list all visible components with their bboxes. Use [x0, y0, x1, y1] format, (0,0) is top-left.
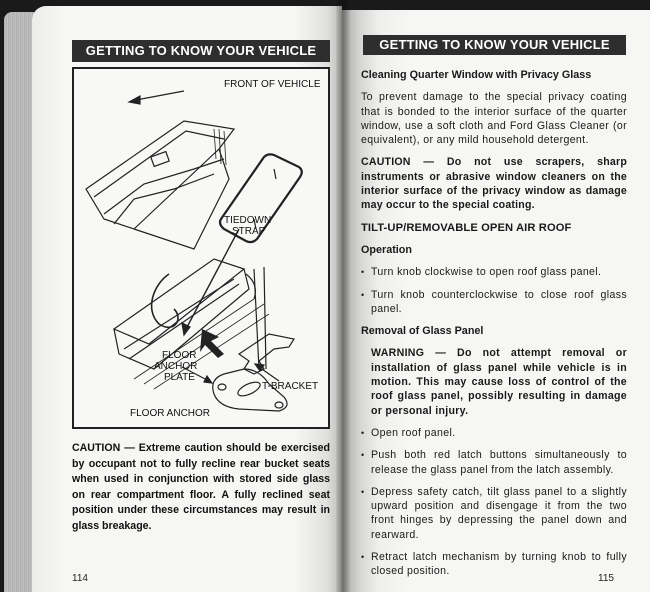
list-item-text: Open roof panel.	[371, 426, 456, 439]
label-floor-anchor: FLOOR ANCHOR	[130, 408, 211, 419]
left-caution-text: CAUTION — Extreme caution should be exercised by occupant not to fully recline rear bucket seats when used in conjunction with stored side glass on rear compartment floor. A fully reclined seat position under these circumstances may result in glass breakage.	[72, 442, 330, 532]
storage-diagram-drawing	[74, 69, 328, 427]
list-item-text: Push both red latch buttons simultaneously to release the glass panel from the latch assembly.	[371, 449, 627, 476]
label-floor: FLOOR	[162, 350, 197, 361]
list-item	[361, 265, 627, 279]
page-number-left: 114	[72, 573, 88, 584]
removal-warning: WARNING — Do not attempt removal or installation of glass panel while vehicle is in motion. This may cause loss of control of the roof glass panel, possibly resulting in damage or personal injury.	[371, 347, 627, 417]
right-page-header: GETTING TO KNOW YOUR VEHICLE	[363, 35, 626, 55]
list-item	[361, 550, 627, 579]
right-page-content	[361, 68, 627, 587]
subsection-title-removal: Removal of Glass Panel	[361, 325, 484, 338]
list-item	[361, 485, 627, 542]
book-spine	[336, 0, 350, 592]
list-item-text: Retract latch mechanism by turning knob to fully closed position.	[371, 551, 627, 578]
subsection-title-operation: Operation	[361, 243, 412, 256]
glass-storage-illustration	[72, 67, 330, 429]
label-front-of-vehicle: FRONT OF VEHICLE	[224, 79, 321, 90]
cleaning-paragraph: To prevent damage to the special privacy coating that is bonded to the interior surface of the quarter window, use a soft cloth and Ford Glass Cleaner (or equivalent), or any mild household detergent.	[361, 91, 627, 147]
label-strap: STRAP	[232, 226, 266, 237]
list-item-text: Turn knob counterclockwise to close roof glass panel.	[371, 288, 627, 315]
page-edges	[4, 12, 34, 592]
left-page-header: GETTING TO KNOW YOUR VEHICLE	[72, 40, 330, 62]
bullet-icon: •	[361, 552, 365, 563]
list-item-text: Depress safety catch, tilt glass panel to a slightly upward position and disengage it from the two front hinges by depressing the panel down and rearward.	[371, 485, 627, 541]
list-item-text: Turn knob clockwise to open roof glass panel.	[371, 266, 602, 279]
section-title-open-air-roof: TILT-UP/REMOVABLE OPEN AIR ROOF	[361, 221, 572, 234]
removal-list	[361, 426, 627, 579]
label-t-bracket: T-BRACKET	[262, 381, 319, 392]
page-number-right: 115	[598, 573, 614, 584]
bullet-icon: •	[361, 289, 365, 300]
list-item	[361, 426, 627, 440]
label-anchor: ANCHOR	[154, 361, 198, 372]
bullet-icon: •	[361, 486, 365, 497]
list-item	[361, 448, 627, 477]
label-tiedown: TIEDOWN	[224, 215, 272, 226]
label-plate: PLATE	[164, 372, 195, 383]
section-title-cleaning: Cleaning Quarter Window with Privacy Glass	[361, 69, 592, 81]
bullet-icon: •	[361, 450, 365, 461]
list-item	[361, 288, 627, 317]
cleaning-caution: CAUTION — Do not use scrapers, sharp instruments or abrasive window cleaners on the interior surface of the privacy window as damage may occur to the special coating.	[361, 156, 627, 212]
bullet-icon: •	[361, 267, 365, 278]
operation-list	[361, 265, 627, 316]
bullet-icon: •	[361, 427, 365, 438]
